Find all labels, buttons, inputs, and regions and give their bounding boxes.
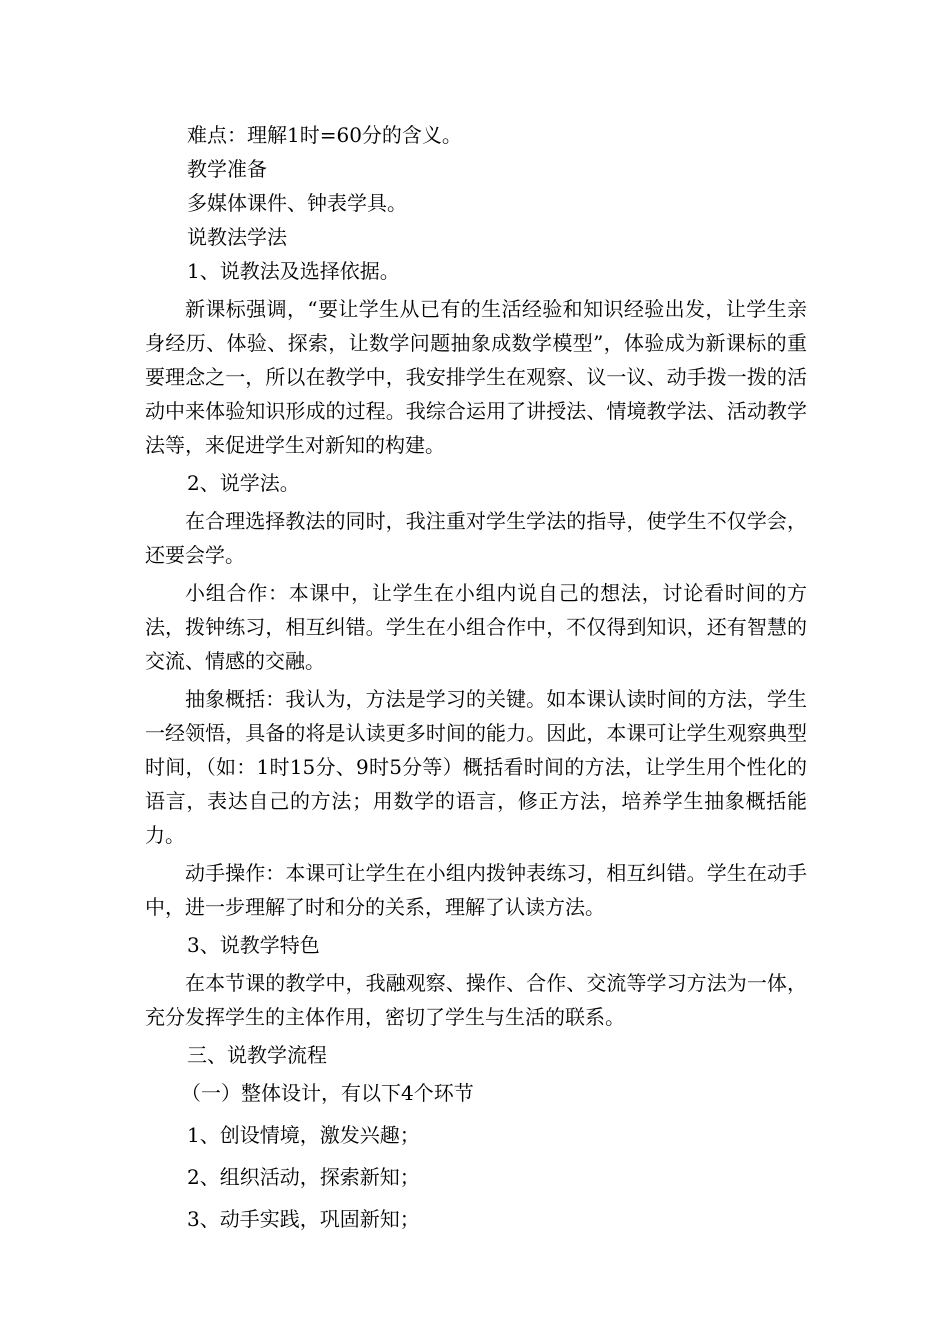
step-2: 2、组织活动，探索新知； [187,1165,420,1189]
step-1: 1、创设情境，激发兴趣； [187,1123,420,1147]
prep-heading: 教学准备 [187,157,267,181]
prep-content: 多媒体课件、钟表学具。 [187,191,407,215]
difficulty-line: 难点：理解1时=60分的含义。 [187,123,462,147]
item3-heading: 3、说教学特色 [187,933,320,957]
item2-paragraph-4: 动手操作：本课可让学生在小组内拨钟表练习，相互纠错。学生在动手中，进一步理解了时和分的关系，理解了认读方法。 [145,861,807,919]
item1-paragraph: 新课标强调，“要让学生从已有的生活经验和知识经验出发，让学生亲身经历、体验、探索，让数学问题抽象成数学模型”，体验成为新课标的重要理念之一，所以在教学中，我安排学生在观察、议一议、动手拨一拨的活动中来体验知识形成的过程。我综合运用了讲授法、情境教学法、活动教学法等，来促进学生对新知的构建。 [145,297,807,457]
item2-paragraph-1: 在合理选择教法的同时，我注重对学生学法的指导，使学生不仅学会，还要会学。 [145,509,807,567]
item3-paragraph: 在本节课的教学中，我融观察、操作、合作、交流等学习方法为一体，充分发挥学生的主体作用，密切了学生与生活的联系。 [145,971,807,1029]
item1-heading: 1、说教法及选择依据。 [187,259,400,283]
section3-heading: 三、说教学流程 [187,1043,327,1067]
item2-paragraph-3: 抽象概括：我认为，方法是学习的关键。如本课认读时间的方法，学生一经领悟，具备的将是认读更多时间的能力。因此，本课可让学生观察典型时间，（如：1时15分、9时5分等）概括看时间的方法，让学生用个性化的语言，表达自己的方法；用数学的语言，修正方法，培养学生抽象概括能力。 [145,687,807,847]
methods-heading: 说教法学法 [187,225,287,249]
item2-heading: 2、说学法。 [187,471,300,495]
overall-design-line: （一）整体设计，有以下4个环节 [181,1081,474,1105]
step-3: 3、动手实践，巩固新知； [187,1207,420,1231]
item2-paragraph-2: 小组合作：本课中，让学生在小组内说自己的想法，讨论看时间的方法，拨钟练习，相互纠错。学生在小组合作中，不仅得到知识，还有智慧的交流、情感的交融。 [145,581,807,673]
